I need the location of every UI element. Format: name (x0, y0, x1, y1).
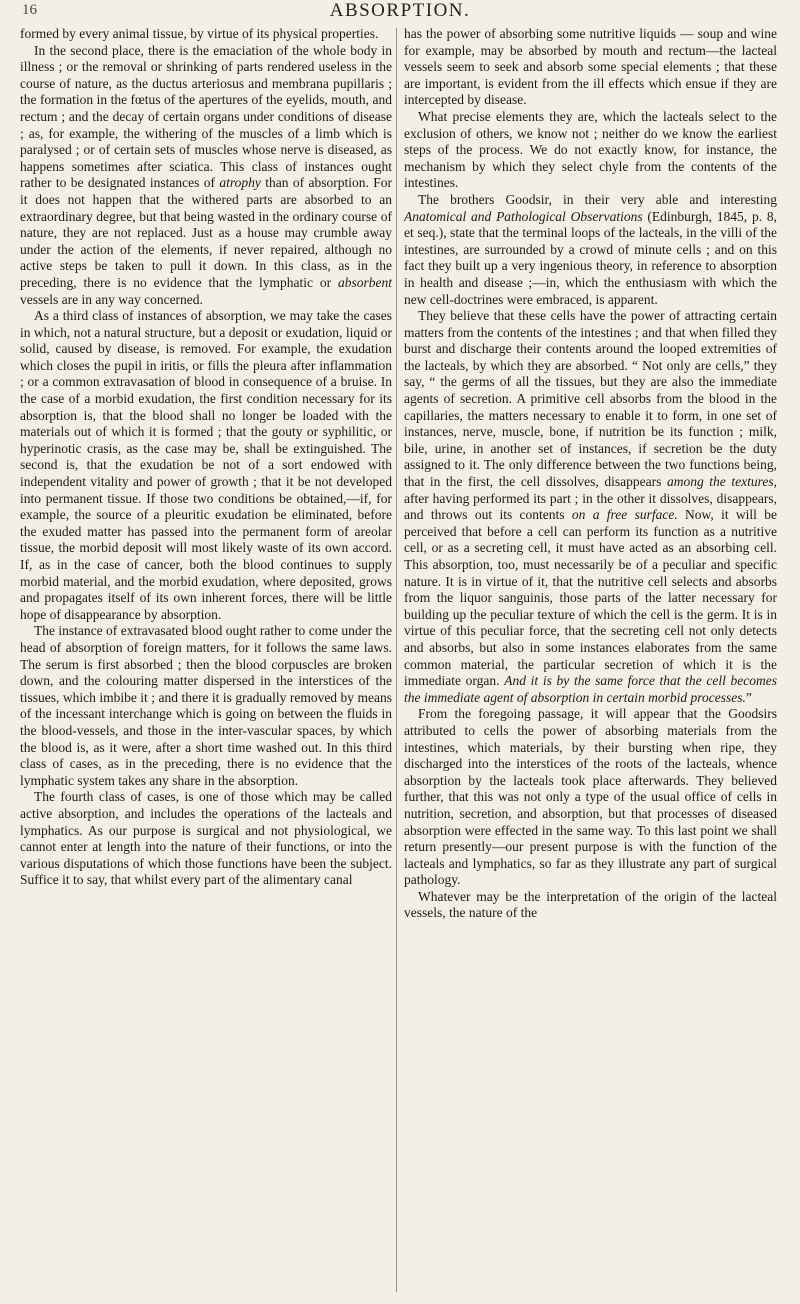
italic-term: atrophy (219, 175, 261, 191)
paragraph: formed by every animal tissue, by virtue of its physical properties. (20, 26, 379, 41)
text-run: In the second place, there is the emaciation of the whole body in illness ; or the removal or shrinking of parts rendered useless in the course of nature, as the ductus arteriosus and membrana pupillaris ; the formation in the fœtus of the apertures of the eyelids, mouth, and rectum ; and the decay of certain organs under conditions of disease ; as, for example, the withering of the muscles of a limb which is paralysed ; or of certain sets of muscles whose nerve is diseased, as happens sometimes after sciatica. This class of instances ought rather to be designated instances of (20, 42, 392, 191)
paragraph: Whatever may be the interpretation of the origin of the lacteal vessels, the nature of the (404, 888, 777, 921)
paragraph: As a third class of instances of absorption, we may take the cases in which, not a natural structure, but a deposit or exudation, liquid or solid, caused by disease, is removed. For example, the exudation which closes the pupil in iritis, or fills the pleura after inflammation ; or a common extravasation of blood in consequence of a bruise. In the case of a morbid exudation, the first condition necessary for its absorption is, that the blood shall no longer be loaded with the materials out of which it is formed ; that the gouty or syphilitic, or hyperinotic crasis, as the case may be, shall be extinguished. The second is, that the exudation be not of a sort endowed with independent vitality and power of growth ; that it be not developed into permanent tissue. If those two conditions be obtained,—if, for example, the source of a pleuritic exudation be eliminated, before the exuded matter has passed into the permanent form of areolar tissue, the morbid deposit will most likely waste of its own accord. If, as in the case of cancer, both the blood continues to supply morbid material, and the morbid exudation, where deposited, grows and propagates itself of its own inherent forces, there will be little hope of disappearance by absorption. (20, 308, 392, 622)
italic-phrase: among the textures, (666, 474, 777, 490)
left-column (20, 26, 392, 1298)
running-title: ABSORPTION. (329, 0, 471, 21)
paragraph: The fourth class of cases, is one of those which may be called active absorption, and includes the operations of the lacteals and lymphatics. As our purpose is surgical and not physiological, we cannot enter at length into the nature of their functions, or into the various disputations of which those functions have been the subject. Suffice it to say, that whilst every part of the alimentary canal (20, 789, 392, 888)
closing-quote: ” (745, 689, 752, 705)
italic-term: absorbent (338, 274, 392, 290)
paragraph (404, 308, 777, 706)
paragraph: From the foregoing passage, it will appear that the Goodsirs attributed to cells the power of absorbing materials from the intestines, which materials, by their bursting when ripe, they discharged into the interstices of the roots of the lacteals, whence absorption by the lacteals took place afterwards. They believed further, that this was not only a type of the usual office of cells in nutrition, secretion, and absorption, but that processes of diseased absorption were effected in the same way. To this last point we shall return presently—our present purpose is with the function of the lacteals and lymphatics, so far as they illustrate any part of surgical pathology. (404, 706, 777, 888)
text-run: (Edinburgh, 1845, p. 8, et seq.), state that the terminal loops of the lacteals, in the villi of the intestines, are surrounded by a crowd of minute cells ; and on this fact they built up a very ingenious theory, in reference to absorption in health and disease ;—in, which the enthusiasm with which the new cell-doctrines were embraced, is apparent. (404, 208, 777, 307)
column-divider (396, 28, 397, 1292)
paragraph (20, 43, 392, 309)
text-run: vessels are in any way concerned. (20, 291, 203, 307)
text-run: They believe that these cells have the power of attracting certain matters from the contents of the intestines ; and that when filled they burst and discharge their contents around the looped extremities of the lacteals, by which they are absorbed. “ Not only are cells,” they say, “ the germs of all the tissues, but they are also the immediate agents of secretion. A primitive cell absorbs from the blood in the capillaries, the matters necessary to enable it to form, in one set of instances, nerve, muscle, bone, if nutrition be its function ; milk, bile, urine, in another set of instances, if secretion be the duty assigned to it. The only difference between the two functions being, that in the first, the cell dissolves, disappears (404, 308, 777, 490)
right-column (404, 26, 777, 1298)
italic-phrase: And it is by the same force that the cell becomes the immediate agent of absorption in certain morbid processes. (404, 673, 777, 705)
text-run: The brothers Goodsir, in their very able and interesting (418, 191, 777, 207)
paragraph: has the power of absorbing some nutritive liquids — soup and wine for example, may be absorbed by mouth and rectum—the lacteal vessels seem to seek and absorb some special elements ; that these are important, is evident from the ill effects which ensue if they are intercepted by disease. (404, 26, 777, 108)
text-run: Now, it will be perceived that before a cell can perform its function as a nutritive cell, or as a secreting cell, it must have acted as an absorbing cell. This absorption, too, must necessarily be of a peculiar and specific nature. It is in virtue of it, that the nutritive cell selects and absorbs from the liquor sanguinis, those parts of the latter necessary for building up the peculiar texture of which the cell is the germ. It is in virtue of this peculiar force, that the secreting cell not only detects and absorbs, but also in some instances elaborates from the same common material, the particular secretion of which it is the immediate organ. (404, 507, 777, 689)
paragraph (404, 192, 777, 308)
text-run: than of absorption. For it does not happen that the withered parts are absorbed to an extraordinary degree, but that being wasted in the ordinary course of nature, they are not replaced. Just as a house may crumble away under the action of the elements, if never repaired, although no active steps be taken to pull it down. In this class, as in the preceding, there is no evidence that the lymphatic or (20, 175, 392, 290)
italic-title: Anatomical and Pathological Observations (404, 208, 643, 224)
paragraph: The instance of extravasated blood ought rather to come under the head of absorption of foreign matters, for it follows the same laws. The serum is first absorbed ; then the blood corpuscles are broken down, and the colouring matter dispersed in the interstices of the tissues, which imbibe it ; and there it is gradually removed by means of the incessant interchange which is going on between the fluids in the blood-vessels, and those in the inter-vascular spaces, by which the blood is, as it were, after a short time washed out. In this third class of cases, as in the preceding, there is no evidence that the lymphatic system takes any share in the absorption. (20, 623, 392, 788)
text-run: after having performed its part ; in the other it dissolves, disappears, and throws out its contents (404, 490, 777, 523)
paragraph: What precise elements they are, which the lacteals select to the exclusion of others, we know not ; neither do we know the earliest steps of the process. We do not exactly know, for instance, the mechanism by which they select chyle from the contents of the intestines. (404, 108, 777, 191)
italic-phrase: on a free surface. (571, 507, 678, 523)
page-number: 16 (22, 2, 37, 18)
